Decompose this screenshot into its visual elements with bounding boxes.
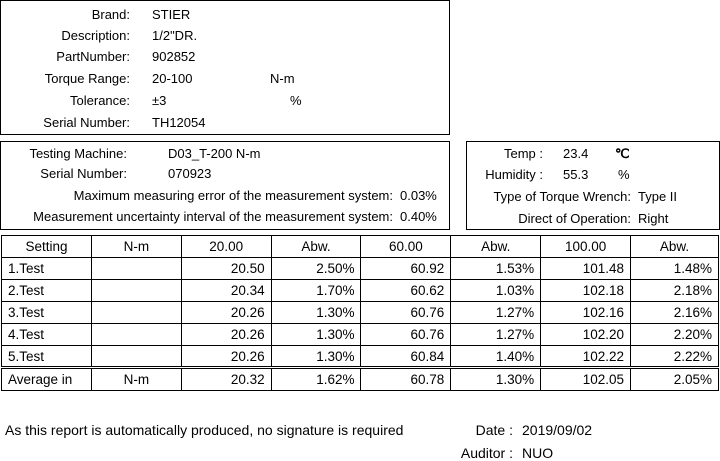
- table-cell: 1.30%: [271, 302, 361, 324]
- max-error-value: 0.03%: [400, 188, 437, 203]
- table-cell: [91, 280, 181, 302]
- table-cell: 2.18%: [631, 280, 719, 302]
- table-cell: 102.22: [541, 346, 631, 368]
- temp-label: Temp :: [503, 146, 543, 161]
- table-cell: 60.76: [361, 302, 451, 324]
- table-cell: 20.26: [181, 324, 271, 346]
- table-cell: 2.16%: [631, 302, 719, 324]
- average-row: [2, 368, 719, 391]
- table-cell: 1.53%: [451, 258, 541, 280]
- average-cell: 1.62%: [271, 368, 361, 391]
- uncertainty-label: Measurement uncertainty interval of the measurement system:: [33, 209, 393, 224]
- table-cell: 102.20: [541, 324, 631, 346]
- table-cell: 1.27%: [451, 302, 541, 324]
- temp-value: 23.4: [563, 146, 589, 161]
- tolerance-unit: %: [290, 93, 302, 108]
- humidity-value: 55.3: [563, 167, 589, 182]
- temp-unit: ℃: [615, 146, 630, 161]
- torque-range-unit: N-m: [270, 71, 295, 86]
- average-cell: 20.32: [181, 368, 271, 391]
- header-cell: N-m: [91, 236, 181, 258]
- row-label: 2.Test: [2, 280, 92, 302]
- table-header-row: [2, 236, 719, 258]
- brand-label: Brand:: [91, 7, 130, 22]
- testing-machine-value: D03_T-200 N-m: [168, 146, 261, 161]
- measurement-table: [1, 235, 719, 391]
- max-error-label: Maximum measuring error of the measurement system:: [73, 188, 393, 203]
- header-cell: Abw.: [271, 236, 361, 258]
- row-label: 1.Test: [2, 258, 92, 280]
- average-cell: 60.78: [361, 368, 451, 391]
- header-cell: Abw.: [451, 236, 541, 258]
- average-unit: N-m: [91, 368, 181, 391]
- description-value: 1/2"DR.: [152, 28, 198, 43]
- table-cell: 1.30%: [271, 324, 361, 346]
- machine-serial-value: 070923: [168, 166, 212, 181]
- table-cell: 20.34: [181, 280, 271, 302]
- table-cell: 20.50: [181, 258, 271, 280]
- humidity-label: Humidity :: [485, 167, 543, 182]
- torque-range-value: 20-100: [152, 71, 193, 86]
- table-cell: 60.92: [361, 258, 451, 280]
- table-cell: 102.18: [541, 280, 631, 302]
- table-cell: 1.30%: [271, 346, 361, 368]
- table-cell: [91, 258, 181, 280]
- table-cell: 1.27%: [451, 324, 541, 346]
- row-label: 5.Test: [2, 346, 92, 368]
- uncertainty-value: 0.40%: [400, 209, 437, 224]
- table-cell: [91, 302, 181, 324]
- header-cell: Setting: [2, 236, 92, 258]
- header-cell: 60.00: [361, 236, 451, 258]
- machine-serial-label: Serial Number:: [40, 166, 127, 181]
- serial-number-label: Serial Number:: [43, 115, 130, 130]
- table-cell: [91, 324, 181, 346]
- humidity-unit: %: [618, 167, 630, 182]
- auditor-label: Auditor :: [460, 445, 513, 461]
- table-cell: 20.26: [181, 302, 271, 324]
- date-label: Date :: [475, 422, 513, 438]
- wrench-type-value: Type II: [638, 189, 678, 204]
- auditor-value: NUO: [522, 445, 554, 461]
- table-cell: 102.16: [541, 302, 631, 324]
- direction-value: Right: [638, 211, 669, 226]
- table-cell: 2.50%: [271, 258, 361, 280]
- date-value: 2019/09/02: [522, 422, 593, 438]
- part-number-label: PartNumber:: [56, 49, 130, 64]
- wrench-type-label: Type of Torque Wrench:: [493, 189, 631, 204]
- tolerance-value: ±3: [152, 93, 167, 108]
- average-label: Average in: [2, 368, 92, 391]
- brand-value: STIER: [152, 7, 191, 22]
- table-cell: 1.40%: [451, 346, 541, 368]
- table-cell: 1.70%: [271, 280, 361, 302]
- table-cell: 2.20%: [631, 324, 719, 346]
- table-cell: 20.26: [181, 346, 271, 368]
- table-row: [2, 346, 719, 368]
- table-cell: 1.48%: [631, 258, 719, 280]
- table-row: [2, 324, 719, 346]
- direction-label: Direct of Operation:: [518, 211, 631, 226]
- table-cell: 101.48: [541, 258, 631, 280]
- average-cell: 2.05%: [631, 368, 719, 391]
- table-cell: 1.03%: [451, 280, 541, 302]
- torque-range-label: Torque Range:: [44, 71, 130, 86]
- part-number-value: 902852: [152, 49, 196, 64]
- table-cell: 60.84: [361, 346, 451, 368]
- table-cell: [91, 346, 181, 368]
- description-label: Description:: [61, 28, 130, 43]
- table-row: [2, 258, 719, 280]
- table-cell: 2.22%: [631, 346, 719, 368]
- table-row: [2, 280, 719, 302]
- row-label: 3.Test: [2, 302, 92, 324]
- row-label: 4.Test: [2, 324, 92, 346]
- serial-number-value: TH12054: [152, 115, 206, 130]
- table-cell: 60.76: [361, 324, 451, 346]
- average-cell: 1.30%: [451, 368, 541, 391]
- header-cell: 100.00: [541, 236, 631, 258]
- footer-note: As this report is automatically produced, no signature is required: [5, 422, 404, 438]
- average-cell: 102.05: [541, 368, 631, 391]
- table-row: [2, 302, 719, 324]
- header-cell: 20.00: [181, 236, 271, 258]
- testing-machine-label: Testing Machine:: [29, 146, 127, 161]
- header-cell: Abw.: [631, 236, 719, 258]
- tolerance-label: Tolerance:: [70, 93, 130, 108]
- table-cell: 60.62: [361, 280, 451, 302]
